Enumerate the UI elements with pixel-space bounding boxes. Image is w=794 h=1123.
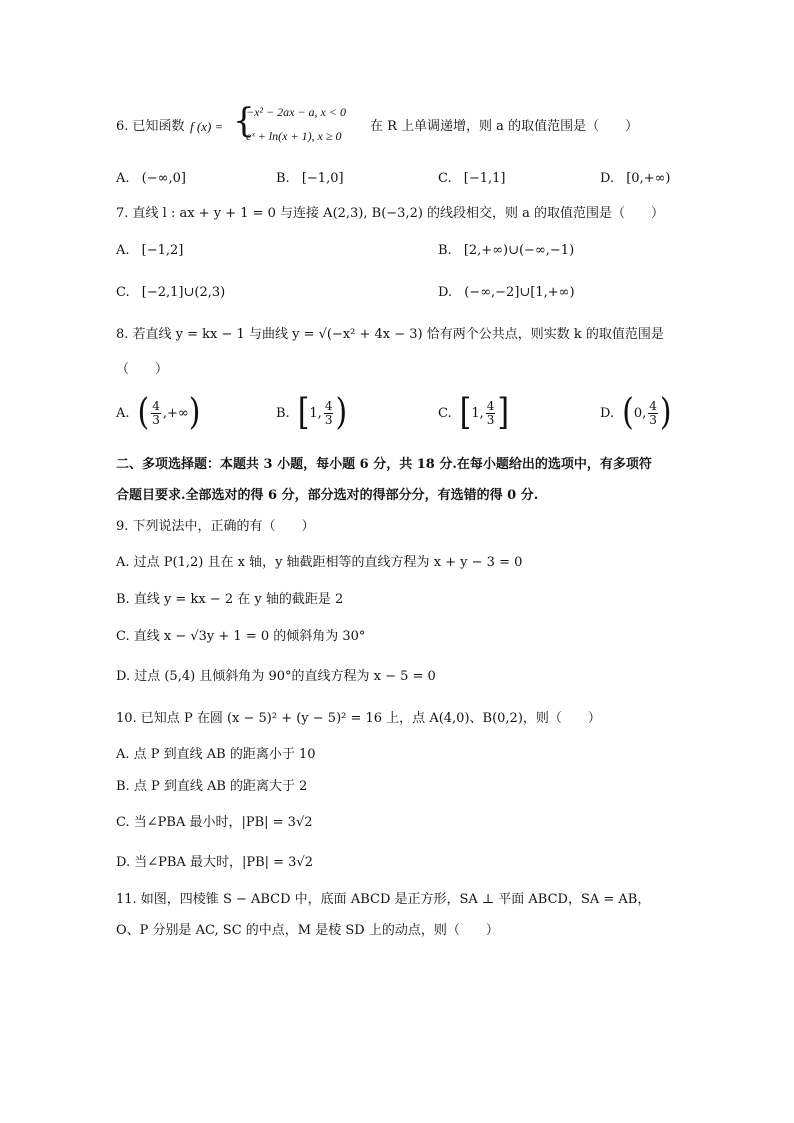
close-bracket: ): [335, 391, 348, 434]
q7-stem: 7. 直线 l : ax + y + 1 = 0 与连接 A(2,3), B(−3,2) 的线段相交，则 a 的取值范围是（ ）: [116, 206, 665, 221]
numerator: 4: [649, 398, 657, 413]
section-2-heading-line-1: 二、多项选择题：本题共 3 小题，每小题 6 分，共 18 分.在每小题给出的选项中，有多项符: [116, 457, 652, 472]
option-letter: A.: [116, 405, 130, 421]
q6-case-2: eˣ + ln(x + 1), x ≥ 0: [246, 129, 342, 143]
q8-option-a: [116, 391, 201, 434]
q7-option-c: [116, 284, 225, 302]
q7-option-d: [438, 284, 575, 302]
fraction: [151, 400, 161, 427]
option-letter: B.: [276, 405, 290, 421]
option-letter: B.: [276, 171, 290, 186]
option-text: [−1,1]: [463, 171, 506, 186]
fraction: [486, 400, 496, 427]
option-text: [−2,1]∪(2,3): [141, 285, 226, 300]
option-prefix: 0,: [633, 405, 647, 421]
q11-stem-line-1: 11. 如图，四棱锥 S − ABCD 中，底面 ABCD 是正方形，SA ⊥ 平面 ABCD，SA = AB，: [116, 892, 651, 907]
open-bracket: [: [297, 391, 310, 434]
option-text: [−1,2]: [141, 243, 184, 258]
option-letter: A.: [116, 243, 130, 258]
q9-option-d: D. 过点 (5,4) 且倾斜角为 90°的直线方程为 x − 5 = 0: [116, 669, 436, 684]
option-suffix: ,+∞: [162, 405, 189, 421]
q9-option-c: C. 直线 x − √3y + 1 = 0 的倾斜角为 30°: [116, 629, 366, 644]
q9-option-b: B. 直线 y = kx − 2 在 y 轴的截距是 2: [116, 592, 344, 607]
option-letter: D.: [438, 285, 453, 300]
q9-option-a: A. 过点 P(1,2) 且在 x 轴，y 轴截距相等的直线方程为 x + y − 3 = 0: [116, 555, 523, 570]
piecewise-brace: {: [233, 101, 255, 141]
option-letter: B.: [438, 243, 452, 258]
q6-stem-left: 6. 已知函数: [116, 119, 185, 134]
option-text: [2,+∞)∪(−∞,−1): [463, 243, 575, 258]
q10-option-b: B. 点 P 到直线 AB 的距离大于 2: [116, 779, 308, 794]
option-prefix: 1,: [309, 405, 322, 421]
close-bracket: ]: [497, 391, 510, 434]
denominator: 3: [324, 412, 333, 427]
option-letter: D.: [600, 171, 615, 186]
q6-function-name: f (x) =: [190, 119, 224, 134]
q6-stem-right: 在 R 上单调递增，则 a 的取值范围是（ ）: [370, 119, 639, 134]
q8-option-d: [600, 391, 672, 434]
q9-stem: 9. 下列说法中，正确的有（ ）: [116, 519, 315, 534]
open-bracket: (: [622, 391, 634, 434]
open-bracket: (: [137, 391, 150, 434]
option-letter: C.: [438, 405, 452, 421]
denominator: 3: [486, 412, 495, 427]
q10-stem: 10. 已知点 P 在圆 (x − 5)² + (y − 5)² = 16 上，点 A(4,0)、B(0,2)，则（ ）: [116, 711, 601, 726]
q10-option-a: A. 点 P 到直线 AB 的距离小于 10: [116, 747, 316, 762]
option-letter: D.: [600, 405, 615, 421]
close-bracket: ): [659, 391, 672, 434]
q11-stem-line-2: O、P 分别是 AC, SC 的中点，M 是棱 SD 上的动点，则（ ）: [116, 923, 499, 938]
fraction: [324, 400, 334, 427]
denominator: 3: [152, 412, 160, 427]
q8-stem: 8. 若直线 y = kx − 1 与曲线 y = √(−x² + 4x − 3) 恰有两个公共点，则实数 k 的取值范围是: [116, 327, 664, 342]
numerator: 4: [152, 398, 160, 413]
q8-answer-paren: （ ）: [116, 362, 169, 377]
q8-option-c: [438, 391, 510, 434]
option-letter: A.: [116, 171, 130, 186]
section-2-heading-line-2: 合题目要求.全部选对的得 6 分，部分选对的得部分分，有选错的得 0 分.: [116, 488, 539, 503]
close-bracket: ): [188, 391, 201, 434]
q6-case-1: −x² − 2ax − a, x < 0: [246, 105, 346, 119]
option-text: (−∞,−2]∪[1,+∞): [464, 285, 575, 300]
q10-option-d: D. 当∠PBA 最大时，|PB| = 3√2: [116, 855, 313, 870]
q6-option-c: [438, 170, 505, 188]
option-letter: C.: [438, 171, 452, 186]
q6-option-a: [116, 170, 186, 188]
option-prefix: 1,: [471, 405, 484, 421]
option-text: [−1,0]: [301, 171, 344, 186]
q7-option-a: [116, 242, 183, 260]
open-bracket: [: [459, 391, 472, 434]
denominator: 3: [649, 412, 657, 427]
numerator: 4: [324, 398, 333, 413]
q8-option-b: [276, 391, 348, 434]
option-letter: C.: [116, 285, 130, 300]
q6-option-b: [276, 170, 344, 188]
option-text: [0,+∞): [626, 171, 671, 186]
q10-option-c: C. 当∠PBA 最小时，|PB| = 3√2: [116, 815, 313, 830]
q6-option-d: [600, 170, 671, 188]
numerator: 4: [486, 398, 495, 413]
option-text: (−∞,0]: [141, 171, 186, 186]
fraction: [648, 400, 658, 427]
q7-option-b: [438, 242, 574, 260]
